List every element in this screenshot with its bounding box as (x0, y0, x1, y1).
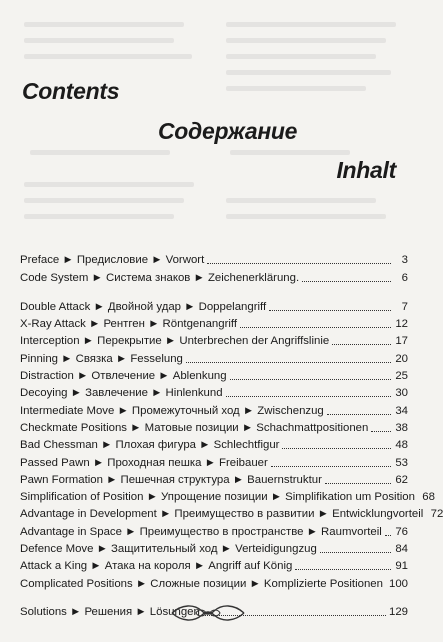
toc-entry-page: 76 (395, 525, 408, 538)
toc-entry-page: 34 (395, 404, 408, 417)
toc-entry-page: 48 (395, 439, 408, 452)
toc-entry[interactable] (20, 539, 408, 556)
dot-leader (282, 448, 391, 449)
title-german: Inhalt (336, 157, 396, 183)
toc-entry-page: 3 (401, 254, 408, 267)
toc-entry[interactable] (20, 250, 408, 267)
toc-entry-page: 53 (395, 456, 408, 469)
dot-leader (325, 483, 391, 484)
toc-entry-label: Attack a King ► Атака на короля ► Angriff auf König (20, 560, 293, 573)
toc-entry-label: Pawn Formation ► Пешечная структура ► Bauernstruktur (20, 473, 322, 486)
toc-entry-page: 100 (388, 577, 408, 590)
toc-entry-label: Interception ► Перекрытие ► Unterbrechen der Angriffslinie (20, 335, 330, 348)
toc-entry-page: 20 (395, 352, 408, 365)
toc-entry-label: Simplification of Position ► Упрощение позиции ► Simplifikation um Position (20, 491, 415, 504)
toc-entry-label: Pinning ► Связка ► Fesselung (20, 352, 183, 365)
toc-entry[interactable] (20, 331, 408, 348)
toc-entry[interactable] (20, 487, 435, 504)
toc-entry-label: Code System ► Система знаков ► Zeichenerklärung. (20, 271, 300, 284)
toc-entry-page: 17 (395, 335, 408, 348)
dot-leader (320, 552, 391, 553)
toc-entry-page: 84 (395, 543, 408, 556)
dot-leader (295, 569, 391, 570)
toc-entry[interactable] (20, 400, 408, 417)
toc-entry-page: 7 (401, 300, 408, 313)
toc-entry[interactable] (20, 348, 408, 365)
toc-entry-label: Bad Chessman ► Плохая фигура ► Schlechtfigur (20, 439, 280, 452)
toc-entry-label: Intermediate Move ► Промежуточный ход ► Zwischenzug (20, 404, 324, 417)
toc-entry[interactable] (20, 521, 408, 538)
dot-leader (385, 535, 391, 536)
toc-entry-page: 129 (388, 605, 408, 618)
toc-entry[interactable] (20, 452, 408, 469)
toc-entry-page: 38 (395, 421, 408, 434)
toc-entry-page: 72 (430, 508, 443, 521)
dot-leader (371, 431, 391, 432)
toc-entry[interactable] (20, 267, 408, 284)
toc-entry[interactable] (20, 297, 408, 314)
toc-entry-page: 91 (395, 560, 408, 573)
toc-entry[interactable] (20, 418, 408, 435)
toc-entry-label: Double Attack ► Двойной удар ► Doppelangriff (20, 300, 267, 313)
title-english: Contents (22, 78, 120, 104)
toc-entry-label: Defence Move ► Защитительный ход ► Verteidigungzug (20, 543, 317, 556)
dot-leader (207, 263, 391, 264)
toc-entry-label: Checkmate Positions ► Матовые позиции ► Schachmattpositionen (20, 421, 369, 434)
flourish-ornament-icon (168, 602, 248, 624)
dot-leader (269, 310, 391, 311)
toc-entry-label: Distraction ► Отвлечение ► Ablenkung (20, 370, 227, 383)
toc-entry-label: Complicated Positions ► Сложные позиции ► Komplizierte Positionen (20, 577, 383, 590)
table-of-contents (20, 250, 443, 619)
toc-entry-page: 30 (395, 387, 408, 400)
title-russian: Содержание (158, 118, 298, 144)
dot-leader (271, 466, 391, 467)
dot-leader (230, 379, 391, 380)
toc-entry-page: 25 (395, 370, 408, 383)
section-gap (20, 591, 408, 602)
toc-entry-label: Advantage in Space ► Преимущество в пространстве ► Raumvorteil (20, 525, 382, 538)
toc-entry[interactable] (20, 504, 443, 521)
dot-leader (226, 396, 391, 397)
toc-entry-page: 68 (422, 491, 435, 504)
toc-entry-label: Solutions ► Решения ► Lösungen (20, 605, 200, 618)
toc-entry-label: Advantage in Development ► Преимущество в развитии ► Entwicklungvorteil (20, 508, 424, 521)
dot-leader (327, 414, 391, 415)
toc-entry[interactable] (20, 435, 408, 452)
toc-entry[interactable] (20, 556, 408, 573)
toc-entry-label: Decoying ► Завлечение ► Hinlenkund (20, 387, 223, 400)
dot-leader (332, 344, 391, 345)
dot-leader (302, 281, 391, 282)
toc-entry-label: Preface ► Предисловие ► Vorwort (20, 254, 205, 267)
toc-entry-label: X-Ray Attack ► Рентген ► Röntgenangriff (20, 318, 238, 331)
toc-entry-page: 12 (395, 318, 408, 331)
toc-entry[interactable] (20, 314, 408, 331)
toc-entry[interactable] (20, 470, 408, 487)
section-gap (20, 285, 408, 297)
toc-entry-label: Passed Pawn ► Проходная пешка ► Freibauer (20, 456, 268, 469)
toc-entry[interactable] (20, 366, 408, 383)
dot-leader (240, 327, 391, 328)
toc-entry-page: 62 (395, 473, 408, 486)
dot-leader (186, 362, 391, 363)
toc-entry[interactable] (20, 383, 408, 400)
toc-entry-page: 6 (401, 271, 408, 284)
toc-entry[interactable] (20, 573, 408, 590)
